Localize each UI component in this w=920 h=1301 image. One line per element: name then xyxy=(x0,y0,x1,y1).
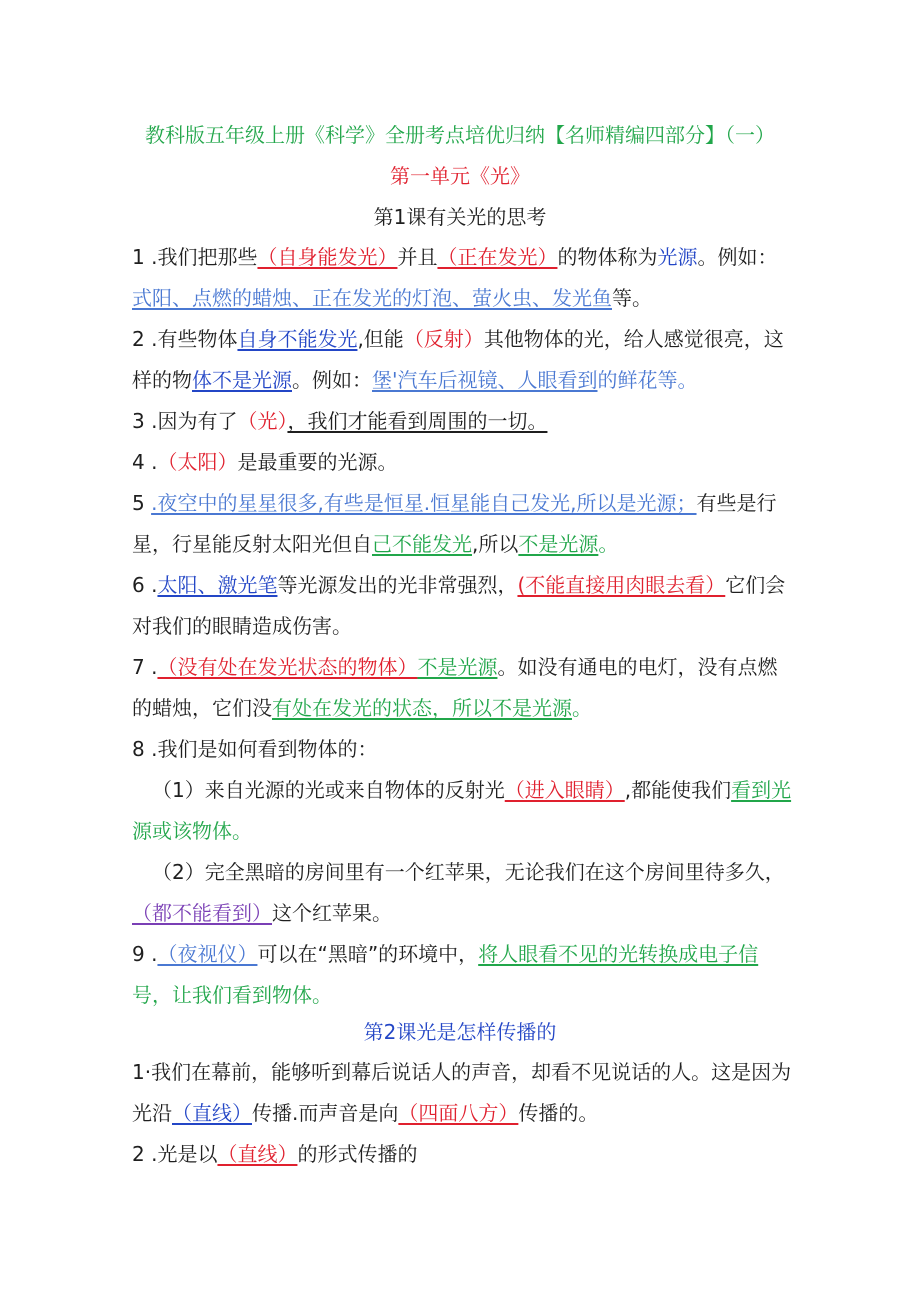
text: 6 . xyxy=(132,573,158,597)
text: 4 . xyxy=(132,450,158,474)
lesson1-title: 第1课有关光的思考 xyxy=(373,205,547,229)
l1-item6-line1 xyxy=(132,572,785,598)
text: 有些是行 xyxy=(696,491,777,515)
text: 传播的。 xyxy=(518,1101,599,1125)
l1-item2-line1 xyxy=(132,326,784,352)
note-stars: .夜空中的星星很多,有些是恒星.恒星能自己发光,所以是光源； xyxy=(151,491,697,515)
keyword-straight-line: （直线） xyxy=(172,1101,252,1125)
text: 的物体称为 xyxy=(557,245,658,269)
text: 光沿 xyxy=(132,1101,172,1125)
text: 等。 xyxy=(612,286,652,310)
l2-item1-line1: 1·我们在幕前，能够听到幕后说话人的声音，却看不见说话的人。这是因为 xyxy=(132,1060,792,1084)
note-convert-light: 将人眼看不见的光转换成电子信 xyxy=(478,942,759,966)
keyword-see-light: 看到光 xyxy=(731,778,792,802)
text: 7 . xyxy=(132,655,158,679)
text: 5 xyxy=(132,491,152,515)
text: 。例如： xyxy=(292,368,372,392)
text: 可以在“黑暗”的环境中， xyxy=(257,942,479,966)
keyword-do-not-look: (不能直接用肉眼去看） xyxy=(517,573,726,597)
text: 的形式传播的 xyxy=(297,1142,418,1166)
text: 的蜡烛，它们没 xyxy=(132,696,272,720)
keyword-all-directions: （四面八方） xyxy=(398,1101,519,1125)
text: 2 .有些物体 xyxy=(132,327,238,351)
l1-item9-line1 xyxy=(132,941,758,967)
l1-item8-sub1-line1 xyxy=(152,777,791,803)
text: 。 xyxy=(598,532,619,556)
document-title: 教科版五年级上册《科学》全册考点培优归纳【名师精编四部分】（一） xyxy=(145,123,775,147)
text: 。例如： xyxy=(697,245,778,269)
l1-item8-sub2-line1: （2）完全黑暗的房间里有一个红苹果，无论我们在这个房间里待多久， xyxy=(152,860,785,884)
text: 星，行星能反射太阳光但自 xyxy=(132,532,372,556)
text: 样的物 xyxy=(132,368,192,392)
text: 。如没有通电的电灯，没有点燃 xyxy=(497,655,778,679)
l1-item9-line2: 号，让我们看到物体。 xyxy=(132,983,332,1007)
keyword-not-source: 不是光源 xyxy=(417,655,498,679)
text: 的鲜花等。 xyxy=(597,368,698,392)
keyword-sun: （太阳） xyxy=(157,450,238,474)
l1-item2-line2 xyxy=(132,367,698,393)
text: ,都能使我们 xyxy=(624,778,732,802)
l1-item1-line1 xyxy=(132,244,777,270)
keyword-night-vision: （夜视仪） xyxy=(157,942,258,966)
keyword-sun-laser: 太阳、激光笔 xyxy=(157,573,278,597)
text: （1）来自光源的光或来自物体的反射光 xyxy=(152,778,505,802)
l1-item8-sub2-line2 xyxy=(132,900,392,926)
text: 其他物体的光，给人感觉很亮，这 xyxy=(483,327,784,351)
text: ,所以 xyxy=(472,532,519,556)
keyword-light-source: 光源 xyxy=(657,245,698,269)
l1-item5-line2 xyxy=(132,531,618,557)
keyword-cannot-see: （都不能看到） xyxy=(132,901,272,925)
l1-item3 xyxy=(132,408,547,434)
l2-item1-line2 xyxy=(132,1100,598,1126)
keyword-not-self-luminous: 自身不能发光 xyxy=(237,327,358,351)
text: 1 .我们把那些 xyxy=(132,245,258,269)
keyword-emitting: （正在发光） xyxy=(437,245,558,269)
l2-item2 xyxy=(132,1141,417,1167)
keyword-self-luminous: （自身能发光） xyxy=(257,245,398,269)
keyword-straight-line: （直线） xyxy=(217,1142,298,1166)
text: 这个红苹果。 xyxy=(272,901,392,925)
lesson2-title: 第2课光是怎样传播的 xyxy=(363,1020,557,1044)
keyword-not-light-source: 体不是光源 xyxy=(192,368,292,392)
l1-item6-line2: 对我们的眼睛造成伤害。 xyxy=(132,614,352,638)
keyword-not-emitting-object: （没有处在发光状态的物体） xyxy=(157,655,418,679)
text: 3 .因为有了 xyxy=(132,409,238,433)
l1-item7-line2 xyxy=(132,695,592,721)
text: ,但能 xyxy=(357,327,404,351)
text: 。 xyxy=(572,696,592,720)
text: 它们会 xyxy=(725,573,786,597)
text: 并且 xyxy=(397,245,438,269)
l1-item5-line1 xyxy=(132,490,777,516)
l1-item7-line1 xyxy=(132,654,777,680)
l1-item1-line2 xyxy=(132,285,652,311)
keyword-light: （光） xyxy=(237,409,288,433)
l1-item4 xyxy=(132,449,397,475)
text: 是最重要的光源。 xyxy=(237,450,398,474)
unit-title: 第一单元《光》 xyxy=(390,164,530,188)
keyword-reflect: （反射） xyxy=(403,327,484,351)
text: 传播.而声音是向 xyxy=(252,1101,399,1125)
l1-item8-intro: 8 .我们是如何看到物体的： xyxy=(132,737,378,761)
l1-item8-sub1-line2: 源或该物体。 xyxy=(132,819,252,843)
text: 等光源发出的光非常强烈， xyxy=(277,573,518,597)
keyword-enter-eyes: （进入眼睛） xyxy=(504,778,625,802)
text: 9 . xyxy=(132,942,158,966)
text: 2 .光是以 xyxy=(132,1142,218,1166)
note-not-emitting-state: 有处在发光的状态，所以不是光源 xyxy=(272,696,572,720)
text: ，我们才能看到周围的一切。 xyxy=(287,409,548,433)
examples-non-sources: 堡'汽车后视镜、人眼看到 xyxy=(372,368,598,392)
keyword-cannot-emit: 己不能发光 xyxy=(372,532,472,556)
keyword-not-source: 不是光源 xyxy=(518,532,599,556)
examples-light-sources: 式阳、点燃的蜡烛、正在发光的灯泡、萤火虫、发光鱼 xyxy=(132,286,612,310)
